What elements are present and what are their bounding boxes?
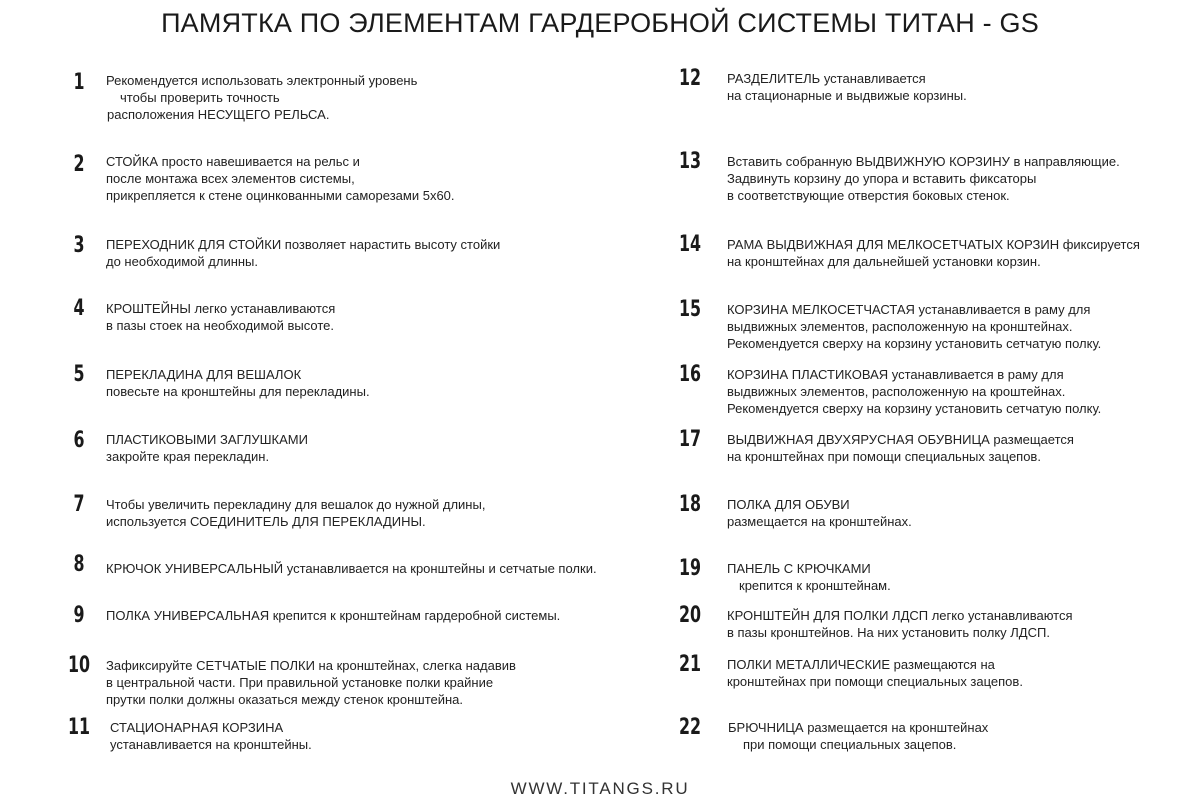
item-number: 13 [678,149,702,174]
item-description [106,366,370,400]
item-number: 19 [678,556,702,581]
item-number: 16 [678,362,702,387]
description-line: в пазы стоек на необходимой высоте. [106,318,334,333]
website-url: WWW.TITANGS.RU [510,779,690,798]
description-line: КРОШТЕЙНЫ легко устанавливаются [106,301,336,316]
item-description [727,366,1101,417]
description-line: прикрепляется к стене оцинкованными саморезами 5х60. [106,188,455,203]
item-number: 9 [73,603,85,628]
description-line: прутки полки должны оказаться между стенок кронштейна. [106,692,464,707]
description-line: ПЕРЕКЛАДИНА ДЛЯ ВЕШАЛОК [106,367,302,382]
description-line: Вставить собранную ВЫДВИЖНУЮ КОРЗИНУ в направляющие. [727,154,1120,169]
description-line: чтобы проверить точность [120,90,280,105]
description-line: после монтажа всех элементов системы, [106,171,355,186]
description-line: закройте края перекладин. [106,449,270,464]
description-line: Чтобы увеличить перекладину для вешалок до нужной длины, [106,497,486,512]
description-line: до необходимой длинны. [106,254,259,269]
item-number: 1 [73,70,85,95]
item-number: 5 [73,362,85,387]
item-description [106,657,516,708]
item-description [727,153,1120,204]
item-number: 8 [73,552,85,577]
item-description [727,560,891,594]
item-description [106,560,597,577]
description-line: повесьте на кронштейны для перекладины. [106,384,370,399]
description-line: ПЕРЕХОДНИК ДЛЯ СТОЙКИ позволяет нарастить высоту стойки [106,237,501,252]
item-number: 15 [678,297,702,322]
item-description [727,607,1073,641]
description-line: используется СОЕДИНИТЕЛЬ ДЛЯ ПЕРЕКЛАДИНЫ. [106,514,426,529]
item-description [106,236,500,270]
description-line: Задвинуть корзину до упора и вставить фиксаторы [727,171,1037,186]
description-line: ВЫДВИЖНАЯ ДВУХЯРУСНАЯ ОБУВНИЦА размещается [727,432,1074,447]
item-description [727,431,1074,465]
item-description [106,431,308,465]
item-number: 3 [73,233,85,258]
item-description [106,607,560,624]
description-line: расположения НЕСУЩЕГО РЕЛЬСА. [107,107,330,122]
description-line: ПЛАСТИКОВЫМИ ЗАГЛУШКАМИ [106,432,308,447]
item-number: 14 [678,232,702,257]
description-line: в соответствующие отверстия боковых стенок. [727,188,1010,203]
description-line: КРЮЧОК УНИВЕРСАЛЬНЫЙ устанавливается на кронштейны и сетчатые полки. [106,561,597,576]
description-line: КОРЗИНА МЕЛКОСЕТЧАСТАЯ устанавливается в раму для [727,302,1091,317]
description-line: в пазы кронштейнов. На них установить полку ЛДСП. [727,625,1050,640]
description-line: ПОЛКА ДЛЯ ОБУВИ [727,497,850,512]
description-line: при помощи специальных зацепов. [743,737,957,752]
description-line: кронштейнах при помощи специальных зацепов. [727,674,1023,689]
item-number: 12 [678,66,702,91]
description-line: КОРЗИНА ПЛАСТИКОВАЯ устанавливается в раму для [727,367,1064,382]
item-description [727,656,1023,690]
item-description [106,153,455,204]
description-line: Рекомендуется сверху на корзину установить сетчатую полку. [727,336,1102,351]
description-line: на кронштейнах при помощи специальных зацепов. [727,449,1041,464]
item-number: 18 [678,492,702,517]
item-number: 4 [73,296,85,321]
item-number: 21 [678,652,702,677]
description-line: размещается на кронштейнах. [727,514,912,529]
item-description [727,236,1140,270]
item-number: 10 [67,653,91,678]
description-line: СТАЦИОНАРНАЯ КОРЗИНА [110,720,284,735]
item-number: 17 [678,427,702,452]
description-line: БРЮЧНИЦА размещается на кронштейнах [728,720,989,735]
description-line: в центральной части. При правильной установке полки крайние [106,675,494,690]
item-description [727,301,1101,352]
description-line: ПАНЕЛЬ С КРЮЧКАМИ [727,561,871,576]
item-description [727,719,988,753]
description-line: РАЗДЕЛИТЕЛЬ устанавливается [727,71,926,86]
item-description [727,70,967,104]
description-line: на стационарные и выдвижые корзины. [727,88,967,103]
item-description [106,496,485,530]
item-description [727,496,912,530]
description-line: выдвижных элементов, расположенную на кроштейнах. [727,384,1066,399]
description-line: Рекомендуется использовать электронный уровень [106,73,418,88]
description-line: СТОЙКА просто навешивается на рельс и [106,154,360,169]
description-line: выдвижных элементов, расположенную на кронштейнах. [727,319,1073,334]
description-line: РАМА ВЫДВИЖНАЯ ДЛЯ МЕЛКОСЕТЧАТЫХ КОРЗИН фиксируется [727,237,1140,252]
item-number: 20 [678,603,702,628]
item-number: 22 [678,715,702,740]
description-line: Рекомендуется сверху на корзину установить сетчатую полку. [727,401,1102,416]
item-description [106,300,335,334]
item-number: 11 [67,715,91,740]
description-line: на кронштейнах для дальнейшей установки корзин. [727,254,1041,269]
description-line: Зафиксируйте СЕТЧАТЫЕ ПОЛКИ на кронштейнах, слегка надавив [106,658,516,673]
description-line: КРОНШТЕЙН ДЛЯ ПОЛКИ ЛДСП легко устанавливаются [727,608,1073,623]
description-line: ПОЛКА УНИВЕРСАЛЬНАЯ крепится к кронштейнам гардеробной системы. [106,608,561,623]
description-line: крепится к кронштейнам. [739,578,891,593]
item-description [106,72,417,123]
page-title: ПАМЯТКА ПО ЭЛЕМЕНТАМ ГАРДЕРОБНОЙ СИСТЕМЫ ТИТАН - GS [161,8,1039,38]
description-line: устанавливается на кронштейны. [110,737,312,752]
item-number: 7 [73,492,85,517]
description-line: ПОЛКИ МЕТАЛЛИЧЕСКИЕ размещаются на [727,657,995,672]
item-number: 6 [73,428,85,453]
item-description [106,719,312,753]
item-number: 2 [73,152,85,177]
